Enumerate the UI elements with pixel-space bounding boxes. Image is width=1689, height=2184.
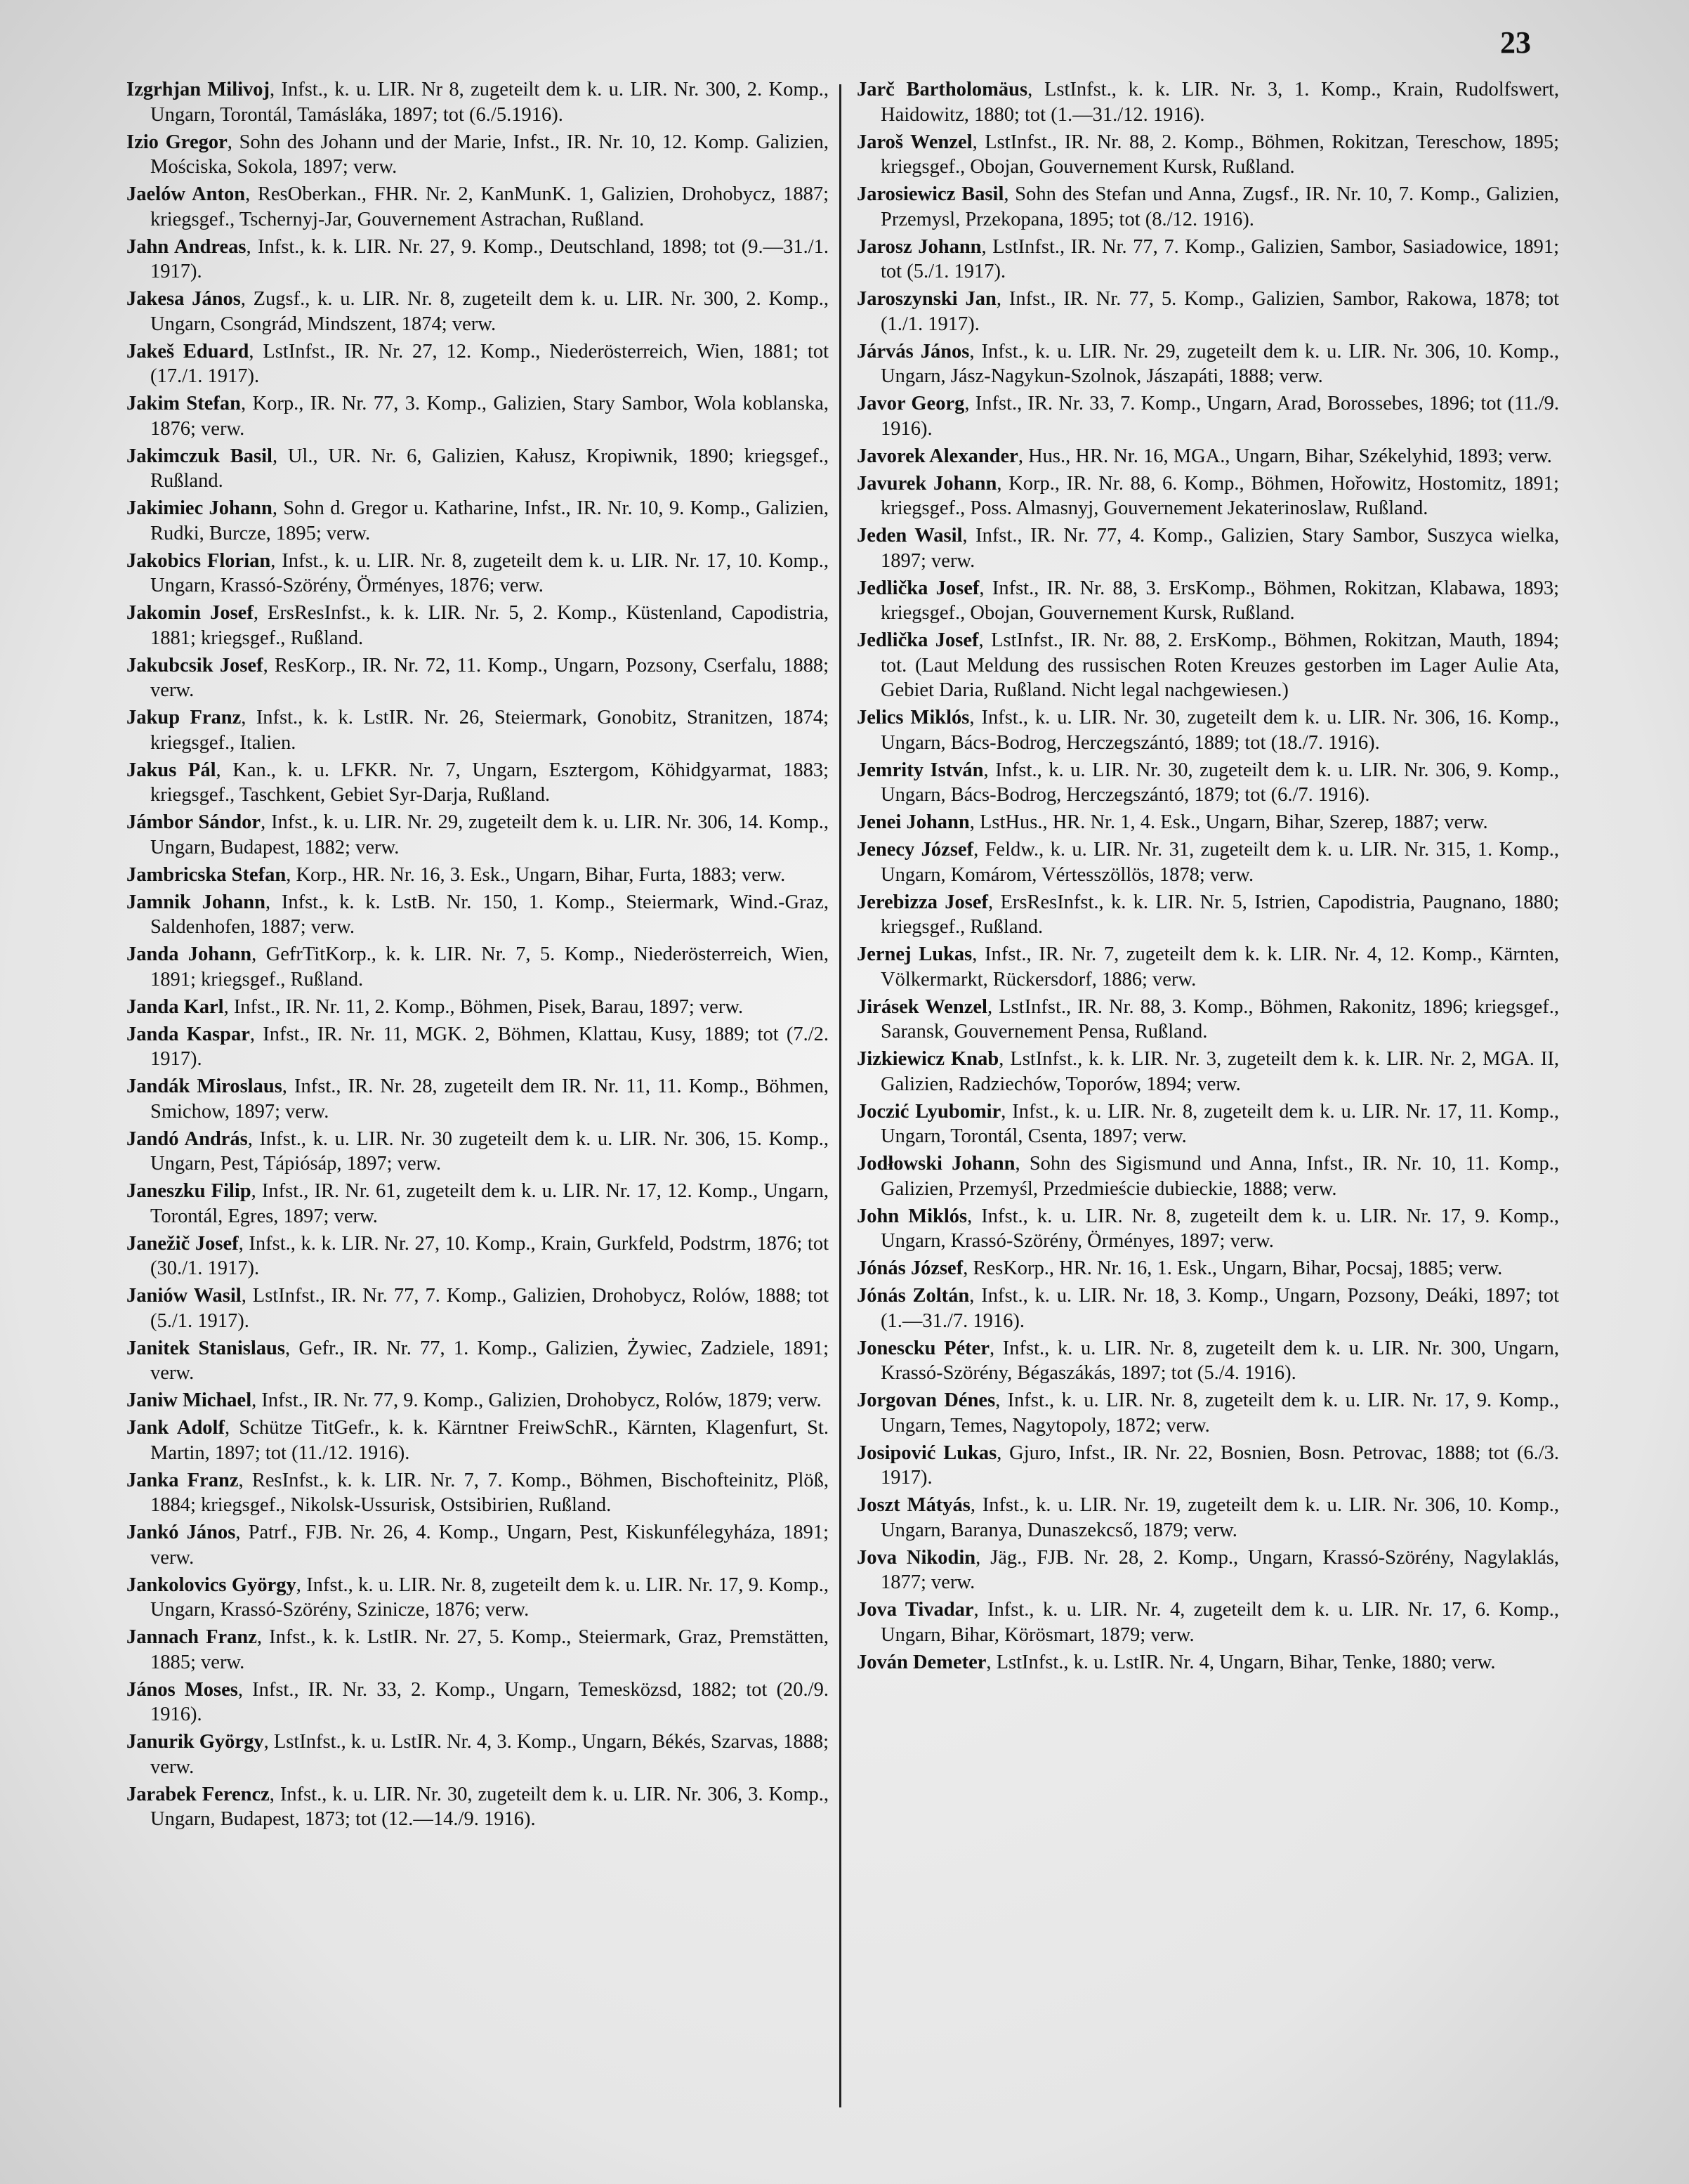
entry-details: , ResKorp., HR. Nr. 16, 1. Esk., Ungarn, Bihar, Pocsaj, 1885; verw.	[963, 1257, 1503, 1279]
register-entry	[857, 1336, 1559, 1386]
entry-details: , Korp., HR. Nr. 16, 3. Esk., Ungarn, Bihar, Furta, 1883; verw.	[286, 863, 786, 886]
entry-details: , Infst., k. k. LIR. Nr. 27, 10. Komp., Krain, Gurkfeld, Podstrm, 1876; tot (30./1. 1917).	[150, 1232, 829, 1279]
entry-name: Jedlička Josef	[857, 577, 980, 599]
entry-name: Janda Johann	[126, 943, 252, 965]
entry-name: Jenei Johann	[857, 811, 970, 833]
register-entry	[857, 1493, 1559, 1543]
entry-name: Izio Gregor	[126, 131, 228, 153]
entry-details: , Patrf., FJB. Nr. 26, 4. Komp., Ungarn, Pest, Kiskunfélegyháza, 1891; verw.	[150, 1522, 829, 1569]
entry-details: , Infst., k. u. LIR. Nr. 30 zugeteilt dem k. u. LIR. Nr. 306, 15. Komp., Ungarn, Pest, Tápiósáp, 1897; verw.	[150, 1127, 829, 1175]
entry-details: , Infst., IR. Nr. 11, 2. Komp., Böhmen, Pisek, Barau, 1897; verw.	[223, 995, 744, 1018]
entry-name: Jarosz Johann	[857, 235, 982, 258]
entry-details: , Infst., IR. Nr. 77, 9. Komp., Galizien, Drohobycz, Rolów, 1879; verw.	[251, 1389, 822, 1411]
entry-name: Jova Tivadar	[857, 1599, 974, 1621]
entry-name: Jakimczuk Basil	[126, 445, 272, 467]
entry-name: Jakesa János	[126, 288, 241, 310]
entry-details: , LstInfst., k. k. LIR. Nr. 3, 1. Komp., Krain, Rudolfswert, Haidowitz, 1880; tot (1.—31./12. 1916).	[881, 79, 1560, 126]
register-entry	[126, 1283, 829, 1333]
register-entry	[126, 1678, 829, 1727]
entry-name: John Miklós	[857, 1205, 968, 1227]
entry-details: , Infst., IR. Nr. 77, 5. Komp., Galizien, Sambor, Rakowa, 1878; tot (1./1. 1917).	[881, 288, 1559, 335]
entry-details: , Hus., HR. Nr. 16, MGA., Ungarn, Bihar, Székelyhid, 1893; verw.	[1018, 445, 1552, 467]
register-entry	[857, 1597, 1559, 1647]
register-entry	[126, 235, 829, 285]
register-entry	[857, 628, 1559, 703]
entry-name: Jova Nikodin	[857, 1546, 976, 1569]
entry-name: Janda Kaspar	[126, 1023, 250, 1045]
entry-name: Jambricska Stefan	[126, 863, 287, 886]
entry-name: János Moses	[126, 1678, 238, 1701]
entry-details: , Infst., k. u. LIR. Nr. 30, zugeteilt dem k. u. LIR. Nr. 306, 9. Komp., Ungarn, Bács-Bodrog, Herczegszántó, 1879; tot (6./7. 1916).	[881, 759, 1559, 806]
register-entry	[126, 758, 829, 808]
entry-name: Jankó János	[126, 1522, 236, 1543]
entry-details: , Sohn des Stefan und Anna, Zugsf., IR. Nr. 10, 7. Komp., Galizien, Przemysl, Przekopana, 1895; tot (8./12. 1916).	[881, 183, 1559, 230]
register-entry	[126, 77, 829, 127]
register-entry	[126, 391, 829, 441]
register-entry	[857, 995, 1559, 1045]
register-entry	[126, 995, 829, 1020]
entry-details: , Infst., k. u. LIR. Nr. 8, zugeteilt dem k. u. LIR. Nr. 17, 9. Komp., Ungarn, Temes, Nagytopoly, 1872; verw.	[881, 1389, 1560, 1437]
entry-name: Janeszku Filip	[126, 1180, 251, 1202]
entry-details: , Infst., k. u. LIR. Nr. 8, zugeteilt dem k. u. LIR. Nr. 17, 10. Komp., Ungarn, Krassó-Szörény, Örményes, 1876; verw.	[150, 549, 829, 596]
entry-name: Jank Adolf	[126, 1417, 225, 1439]
entry-name: Jandák Miroslaus	[126, 1075, 282, 1097]
register-entry	[857, 1151, 1559, 1201]
register-entry	[126, 1415, 829, 1465]
entry-details: , GefrTitKorp., k. k. LIR. Nr. 7, 5. Komp., Niederösterreich, Wien, 1891; kriegsgef., Rußland.	[150, 943, 829, 990]
entry-details: , Infst., k. u. LIR. Nr. 8, zugeteilt dem k. u. LIR. Nr. 17, 9. Komp., Ungarn, Krassó-Szörény, Szinicze, 1876; verw.	[150, 1574, 829, 1621]
entry-details: , Infst., k. u. LIR. Nr. 8, zugeteilt dem k. u. LIR. Nr. 17, 11. Komp., Ungarn, Torontál, Csenta, 1897; verw.	[881, 1100, 1559, 1147]
entry-details: , LstInfst., k. u. LstIR. Nr. 4, Ungarn, Bihar, Tenke, 1880; verw.	[986, 1651, 1496, 1673]
register-entry	[857, 837, 1559, 887]
entry-details: , ResKorp., IR. Nr. 72, 11. Komp., Ungarn, Pozsony, Cserfalu, 1888; verw.	[150, 654, 829, 701]
entry-name: Jakus Pál	[126, 759, 216, 781]
register-entry	[857, 942, 1559, 992]
register-entry	[126, 549, 829, 599]
entry-details: , LstInfst., IR. Nr. 27, 12. Komp., Niederösterreich, Wien, 1881; tot (17./1. 1917).	[150, 340, 829, 387]
register-entry	[857, 130, 1559, 180]
register-entry	[857, 576, 1559, 626]
entry-details: , ErsResInfst., k. k. LIR. Nr. 5, Istrien, Capodistria, Paugnano, 1880; kriegsgef., Rußland.	[881, 891, 1559, 938]
entry-name: Jakobics Florian	[126, 549, 271, 572]
entry-name: Izgrhjan Milivoj	[126, 79, 270, 100]
entry-details: , Kan., k. u. LFKR. Nr. 7, Ungarn, Esztergom, Köhidgyarmat, 1883; kriegsgef., Taschkent, Gebiet Syr-Darja, Rußland.	[150, 759, 829, 806]
entry-name: Jankolovics György	[126, 1574, 296, 1596]
entry-name: Jernej Lukas	[857, 943, 973, 965]
entry-details: , LstHus., HR. Nr. 1, 4. Esk., Ungarn, Bihar, Szerep, 1887; verw.	[969, 811, 1488, 833]
entry-details: , Schütze TitGefr., k. k. Kärntner FreiwSchR., Kärnten, Klagenfurt, St. Martin, 1897; tot (11./12. 1916).	[150, 1417, 829, 1464]
entry-details: , ErsResInfst., k. k. LIR. Nr. 5, 2. Komp., Küstenland, Capodistria, 1881; kriegsgef., Rußland.	[150, 602, 829, 649]
register-entry	[857, 182, 1559, 232]
register-entry	[126, 1520, 829, 1570]
entry-name: Jován Demeter	[857, 1651, 987, 1673]
entry-name: Jirásek Wenzel	[857, 995, 987, 1018]
register-entry	[857, 1204, 1559, 1254]
entry-name: Javor Georg	[857, 393, 965, 414]
entry-name: Jeden Wasil	[857, 525, 963, 547]
entry-name: Janiów Wasil	[126, 1285, 242, 1307]
entry-details: , Infst., k. k. LIR. Nr. 27, 9. Komp., Deutschland, 1898; tot (9.—31./1. 1917).	[150, 235, 829, 282]
register-entry	[126, 1388, 829, 1413]
entry-details: , Infst., IR. Nr. 33, 2. Komp., Ungarn, Temesközsd, 1882; tot (20./9. 1916).	[150, 1678, 829, 1725]
register-entry	[126, 496, 829, 546]
entry-details: , Gjuro, Infst., IR. Nr. 22, Bosnien, Bosn. Petrovac, 1888; tot (6./3. 1917).	[881, 1441, 1560, 1489]
entry-details: , ResInfst., k. k. LIR. Nr. 7, 7. Komp., Böhmen, Bischofteinitz, Plöß, 1884; kriegsgef., Nikolsk-Ussurisk, Ostsibirien, Rußland.	[150, 1469, 829, 1516]
entry-name: Janda Karl	[126, 995, 224, 1018]
entry-details: , Infst., k. u. LIR. Nr. 29, zugeteilt dem k. u. LIR. Nr. 306, 10. Komp., Ungarn, Jász-Nagykun-Szolnok, Jászapáti, 1888; verw.	[881, 340, 1559, 387]
entry-details: , LstInfst., k. u. LstIR. Nr. 4, 3. Komp., Ungarn, Békés, Szarvas, 1888; verw.	[150, 1731, 829, 1778]
entry-details: , Infst., k. u. LIR. Nr. 19, zugeteilt dem k. u. LIR. Nr. 306, 10. Komp., Ungarn, Baranya, Dunaszekcső, 1879; verw.	[881, 1494, 1559, 1541]
register-entry	[857, 444, 1559, 469]
entry-name: Jorgovan Dénes	[857, 1389, 996, 1411]
register-entry	[857, 1256, 1559, 1281]
register-entry	[857, 1283, 1559, 1333]
entry-name: Janitek Stanislaus	[126, 1337, 286, 1359]
entry-details: , Infst., IR. Nr. 7, zugeteilt dem k. k. LIR. Nr. 4, 12. Komp., Kärnten, Völkermarkt, Rückersdorf, 1886; verw.	[881, 943, 1560, 990]
entry-name: Jónás József	[857, 1257, 964, 1279]
register-entry	[857, 391, 1559, 441]
entry-name: Jarabek Ferencz	[126, 1783, 270, 1805]
entry-details: , Ul., UR. Nr. 6, Galizien, Kałusz, Kropiwnik, 1890; kriegsgef., Rußland.	[150, 445, 829, 492]
left-column	[126, 77, 829, 1834]
entry-name: Jaelów Anton	[126, 183, 246, 205]
register-entry	[126, 339, 829, 389]
entry-details: , Sohn des Sigismund und Anna, Infst., IR. Nr. 10, 11. Komp., Galizien, Przemyśl, Przedmieście dubieckie, 1888; verw.	[881, 1153, 1559, 1200]
entry-name: Jerebizza Josef	[857, 891, 989, 913]
entry-name: Jannach Franz	[126, 1626, 257, 1648]
entry-details: , Infst., IR. Nr. 88, 3. ErsKomp., Böhmen, Rokitzan, Klabawa, 1893; kriegsgef., Obojan, Gouvernement Kursk, Rußland.	[881, 577, 1559, 624]
entry-details: , LstInfst., IR. Nr. 77, 7. Komp., Galizien, Sambor, Sasiadowice, 1891; tot (5./1. 1917).	[881, 235, 1559, 282]
entry-details: , Infst., IR. Nr. 28, zugeteilt dem IR. Nr. 11, 11. Komp., Böhmen, Smichow, 1897; verw.	[150, 1075, 829, 1123]
entry-name: Jizkiewicz Knab	[857, 1048, 999, 1070]
entry-name: Jakim Stefan	[126, 393, 241, 414]
register-entry	[126, 182, 829, 232]
entry-details: , Zugsf., k. u. LIR. Nr. 8, zugeteilt dem k. u. LIR. Nr. 300, 2. Komp., Ungarn, Csongrád, Mindszent, 1874; verw.	[150, 288, 829, 335]
register-entry	[126, 1074, 829, 1124]
entry-name: Jamnik Johann	[126, 891, 265, 913]
entry-details: , Infst., IR. Nr. 11, MGK. 2, Böhmen, Klattau, Kusy, 1889; tot (7./2. 1917).	[150, 1023, 829, 1070]
entry-name: Janežič Josef	[126, 1232, 239, 1255]
register-entry	[857, 810, 1559, 835]
register-entry	[126, 1625, 829, 1675]
register-entry	[126, 130, 829, 180]
entry-details: , Gefr., IR. Nr. 77, 1. Komp., Galizien, Żywiec, Zadziele, 1891; verw.	[150, 1337, 829, 1384]
entry-name: Josipović Lukas	[857, 1441, 997, 1464]
entry-details: , Sohn d. Gregor u. Katharine, Infst., IR. Nr. 10, 9. Komp., Galizien, Rudki, Burcze, 1895; verw.	[150, 497, 829, 544]
entry-details: , Sohn des Johann und der Marie, Infst., IR. Nr. 10, 12. Komp. Galizien, Mościska, Sokola, 1897; verw.	[150, 131, 829, 178]
register-entry	[126, 1231, 829, 1281]
entry-name: Jámbor Sándor	[126, 811, 261, 833]
register-entry	[857, 1650, 1559, 1675]
entry-name: Járvás János	[857, 340, 970, 362]
entry-name: Jodłowski Johann	[857, 1153, 1016, 1175]
entry-name: Jenecy József	[857, 839, 974, 861]
entry-name: Jónás Zoltán	[857, 1285, 970, 1307]
register-entry	[857, 1545, 1559, 1595]
entry-details: , Infst., k. u. LIR. Nr. 30, zugeteilt dem k. u. LIR. Nr. 306, 3. Komp., Ungarn, Budapest, 1873; tot (12.—14./9. 1916).	[150, 1783, 829, 1830]
entry-name: Javurek Johann	[857, 472, 997, 495]
entry-name: Joczić Lyubomir	[857, 1100, 1001, 1123]
entry-details: , LstInfst., IR. Nr. 88, 2. ErsKomp., Böhmen, Rokitzan, Mauth, 1894; tot. (Laut Meldung des russischen Roten Kreuzes gestorben im Lager Aulie Ata, Gebiet Daria, Rußland. Nicht legal nachgewiesen.)	[881, 629, 1559, 701]
register-entry	[126, 1179, 829, 1229]
entry-details: , Infst., k. u. LIR. Nr. 4, zugeteilt dem k. u. LIR. Nr. 17, 6. Komp., Ungarn, Bihar, Körösmart, 1879; verw.	[881, 1599, 1559, 1646]
entry-details: , Infst., k. u. LIR. Nr. 8, zugeteilt dem k. u. LIR. Nr. 17, 9. Komp., Ungarn, Krassó-Szörény, Örményes, 1897; verw.	[881, 1205, 1559, 1252]
entry-name: Jaroszynski Jan	[857, 288, 997, 310]
entry-name: Jaroš Wenzel	[857, 131, 973, 153]
entry-details: , ResOberkan., FHR. Nr. 2, KanMunK. 1, Galizien, Drohobycz, 1887; kriegsgef., Tschernyj-Jar, Gouvernement Astrachan, Rußland.	[150, 183, 829, 230]
register-entry	[126, 1729, 829, 1779]
register-entry	[857, 77, 1559, 127]
entry-details: , Infst., IR. Nr. 77, 4. Komp., Galizien, Stary Sambor, Suszyca wielka, 1897; verw.	[881, 525, 1560, 572]
register-entry	[126, 705, 829, 755]
entry-details: , Infst., k. k. LstB. Nr. 150, 1. Komp., Steiermark, Wind.-Graz, Saldenhofen, 1887; verw.	[150, 891, 829, 938]
entry-name: Jandó András	[126, 1127, 248, 1150]
register-entry	[126, 1336, 829, 1386]
entry-details: , Infst., IR. Nr. 33, 7. Komp., Ungarn, Arad, Borossebes, 1896; tot (11./9. 1916).	[881, 393, 1559, 440]
entry-name: Jahn Andreas	[126, 235, 247, 258]
entry-details: , Infst., k. u. LIR. Nr. 8, zugeteilt dem k. u. LIR. Nr. 300, Ungarn, Krassó-Szörény, Bégaszákás, 1897; tot (5./4. 1916).	[881, 1337, 1559, 1384]
register-entry	[126, 444, 829, 494]
entry-details: , Jäg., FJB. Nr. 28, 2. Komp., Ungarn, Krassó-Szörény, Nagylaklás, 1877; verw.	[881, 1546, 1559, 1593]
register-entry	[126, 1573, 829, 1623]
entry-name: Jakimiec Johann	[126, 497, 272, 519]
entry-details: , LstInfst., IR. Nr. 88, 3. Komp., Böhmen, Rakonitz, 1896; kriegsgef., Saransk, Gouvernement Pensa, Rußland.	[881, 995, 1560, 1042]
entry-name: Joszt Mátyás	[857, 1494, 971, 1516]
entry-name: Jakomin Josef	[126, 602, 254, 624]
register-entry	[126, 863, 829, 888]
register-entry	[126, 1022, 829, 1072]
register-entry	[126, 601, 829, 650]
page-number: 23	[1500, 25, 1531, 60]
entry-details: , Korp., IR. Nr. 77, 3. Komp., Galizien, Stary Sambor, Wola koblanska, 1876; verw.	[150, 393, 829, 440]
entry-details: , Infst., k. u. LIR. Nr. 30, zugeteilt dem k. u. LIR. Nr. 306, 16. Komp., Ungarn, Bács-Bodrog, Herczegszántó, 1889; tot (18./7. 1916).	[881, 707, 1560, 754]
entry-name: Jakup Franz	[126, 707, 242, 728]
register-entry	[857, 523, 1559, 573]
register-entry	[126, 942, 829, 992]
register-entry	[857, 235, 1559, 285]
entry-name: Jedlička Josef	[857, 629, 979, 651]
register-entry	[857, 890, 1559, 940]
register-entry	[857, 339, 1559, 389]
entry-details: , Korp., IR. Nr. 88, 6. Komp., Böhmen, Hořowitz, Hostomitz, 1891; kriegsgef., Poss. Almasnyj, Gouvernement Jekaterinoslaw, Rußland.	[881, 472, 1559, 519]
entry-details: , LstInfst., IR. Nr. 77, 7. Komp., Galizien, Drohobycz, Rolów, 1888; tot (5./1. 1917).	[150, 1285, 829, 1332]
register-entry	[857, 1388, 1559, 1438]
register-entry	[857, 758, 1559, 808]
entry-name: Jarč Bartholomäus	[857, 79, 1028, 100]
entry-name: Jemrity István	[857, 759, 984, 781]
entry-details: , Infst., IR. Nr. 61, zugeteilt dem k. u. LIR. Nr. 17, 12. Komp., Ungarn, Torontál, Egres, 1897; verw.	[150, 1180, 829, 1227]
register-entry	[126, 1468, 829, 1518]
right-column	[857, 77, 1559, 1678]
register-entry	[126, 1782, 829, 1832]
entry-details: , Infst., k. u. LIR. Nr 8, zugeteilt dem k. u. LIR. Nr. 300, 2. Komp., Ungarn, Torontál, Tamásláka, 1897; tot (6./5.1916).	[150, 79, 829, 126]
register-entry	[857, 287, 1559, 336]
entry-name: Janka Franz	[126, 1469, 239, 1491]
register-entry	[126, 810, 829, 860]
register-entry	[126, 890, 829, 940]
entry-name: Jarosiewicz Basil	[857, 183, 1004, 205]
entry-details: , Infst., k. k. LstIR. Nr. 26, Steiermark, Gonobitz, Stranitzen, 1874; kriegsgef., Italien.	[150, 707, 829, 754]
entry-name: Jakubcsik Josef	[126, 654, 263, 676]
entry-details: , Infst., k. u. LIR. Nr. 18, 3. Komp., Ungarn, Pozsony, Deáki, 1897; tot (1.—31./7. 1916).	[881, 1285, 1559, 1332]
entry-name: Jonescku Péter	[857, 1337, 990, 1359]
register-entry	[126, 653, 829, 703]
register-entry	[126, 287, 829, 336]
entry-name: Janiw Michael	[126, 1389, 252, 1411]
register-entry	[857, 1099, 1559, 1149]
register-entry	[126, 1127, 829, 1177]
entry-name: Javorek Alexander	[857, 445, 1018, 467]
register-entry	[857, 705, 1559, 755]
register-entry	[857, 1441, 1559, 1491]
entry-details: , LstInfst., IR. Nr. 88, 2. Komp., Böhmen, Rokitzan, Tereschow, 1895; kriegsgef., Obojan, Gouvernement Kursk, Rußland.	[881, 131, 1559, 178]
entry-details: , Feldw., k. u. LIR. Nr. 31, zugeteilt dem k. u. LIR. Nr. 315, 1. Komp., Ungarn, Komárom, Vértesszöllös, 1878; verw.	[881, 839, 1559, 886]
entry-details: , Infst., k. u. LIR. Nr. 29, zugeteilt dem k. u. LIR. Nr. 306, 14. Komp., Ungarn, Budapest, 1882; verw.	[150, 811, 829, 858]
register-entry	[857, 471, 1559, 521]
entry-name: Jelics Miklós	[857, 707, 970, 728]
entry-details: , LstInfst., k. k. LIR. Nr. 3, zugeteilt dem k. k. LIR. Nr. 2, MGA. II, Galizien, Radziechów, Toporów, 1894; verw.	[881, 1048, 1560, 1095]
entry-details: , Infst., k. k. LstIR. Nr. 27, 5. Komp., Steiermark, Graz, Premstätten, 1885; verw.	[150, 1626, 829, 1673]
entry-name: Janurik György	[126, 1731, 264, 1753]
column-divider	[839, 84, 841, 2107]
register-entry	[857, 1047, 1559, 1097]
entry-name: Jakeš Eduard	[126, 340, 249, 362]
